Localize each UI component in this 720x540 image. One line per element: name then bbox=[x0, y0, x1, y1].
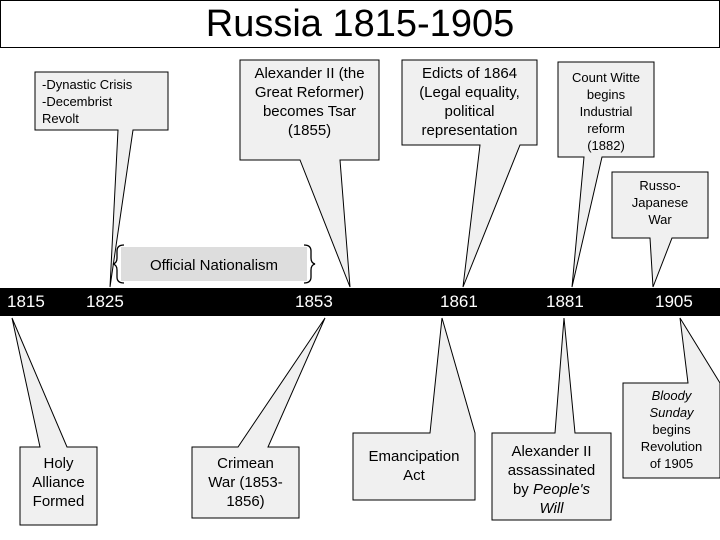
callout-russo-text: Russo- Japanese War bbox=[631, 178, 689, 227]
official-nationalism-label: Official Nationalism bbox=[149, 257, 279, 274]
callout-edicts-text: Edicts of 1864 (Legal equality, political representation bbox=[419, 65, 520, 139]
callout-holy-text: Holy Alliance Formed bbox=[32, 455, 85, 510]
callout-bloody-text: Bloody Sunday begins Revolution of 1905 bbox=[640, 388, 703, 471]
callout-assassinated-text: Alexander II assassinated by People's Will bbox=[507, 443, 596, 517]
callout-dynastic-text: -Dynastic Crisis -Decembrist Revolt bbox=[42, 77, 133, 126]
callout-emancipation-text: Emancipation Act bbox=[368, 448, 460, 484]
year-1853: 1853 bbox=[295, 292, 333, 311]
year-1905: 1905 bbox=[655, 292, 693, 311]
year-1861: 1861 bbox=[440, 292, 478, 311]
page-title: Russia 1815-1905 bbox=[205, 3, 515, 45]
year-1825: 1825 bbox=[86, 292, 124, 311]
callout-witte-text: Count Witte begins Industrial reform (1882) bbox=[572, 70, 640, 153]
year-1881: 1881 bbox=[546, 292, 584, 311]
callout-crimean-text: Crimean War (1853- 1856) bbox=[208, 455, 283, 510]
callout-alexander2-text: Alexander II (the Great Reformer) becomes Tsar (1855) bbox=[254, 65, 365, 139]
year-1815: 1815 bbox=[7, 292, 45, 311]
